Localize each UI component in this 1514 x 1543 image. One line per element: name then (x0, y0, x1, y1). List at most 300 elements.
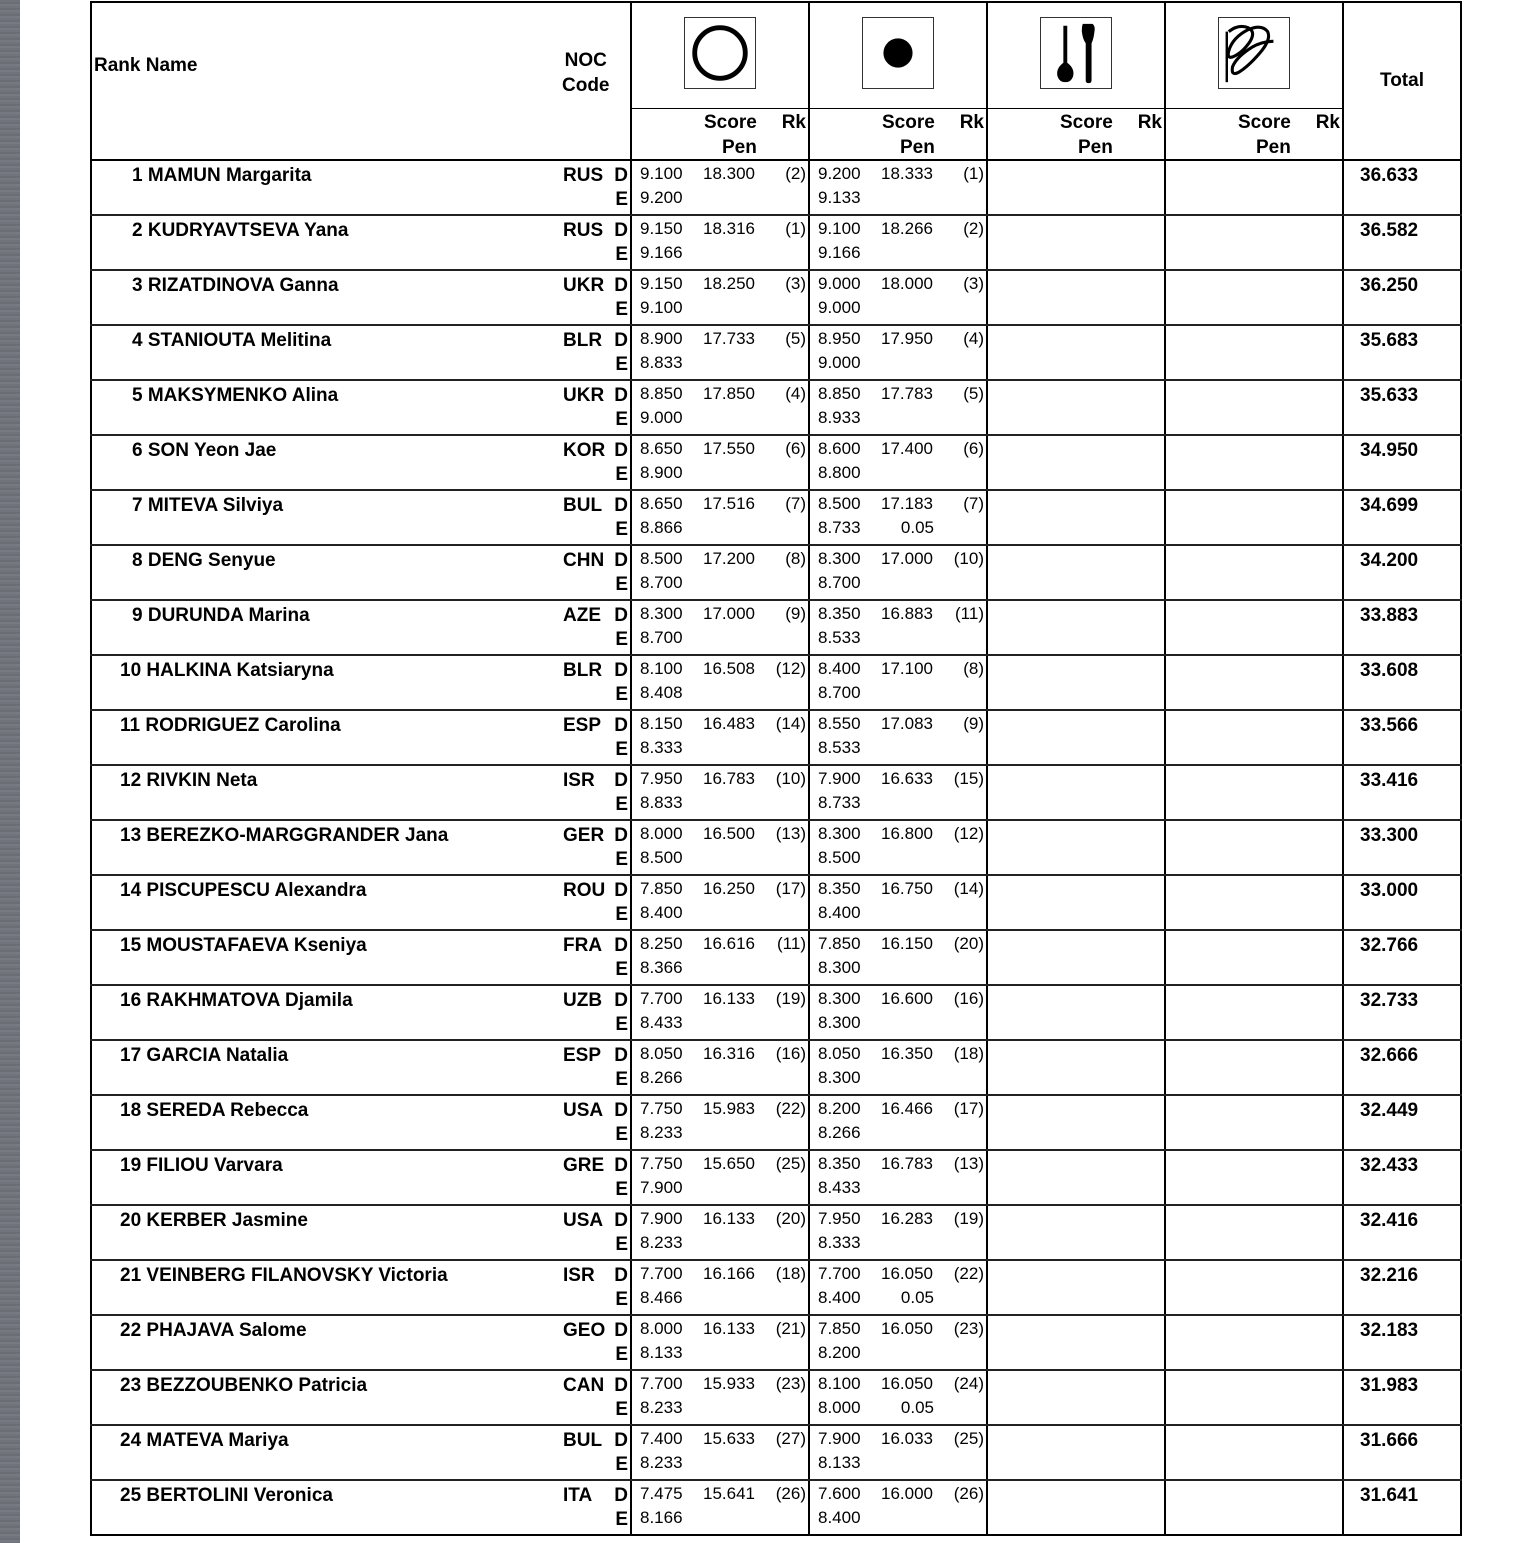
ball-icon (862, 17, 934, 89)
header-pen-label: Pen (900, 136, 935, 158)
apparatus-cell-ball (809, 655, 987, 710)
table-row (91, 545, 1461, 600)
apparatus-cell-ball (809, 930, 987, 985)
apparatus-cell-ball (809, 875, 987, 930)
total-score: 32.183 (1360, 1320, 1419, 1341)
athlete-rank-name (120, 1485, 333, 1507)
e-label: E (615, 1509, 628, 1530)
athlete-rank-name (132, 440, 276, 462)
apparatus-cell-ribbon (1165, 325, 1343, 380)
noc-code: UZB (563, 990, 603, 1011)
e-score: 8.400 (640, 903, 683, 922)
apparatus-cell-ball (809, 325, 987, 380)
athlete-name: BEREZKO-MARGGRANDER Jana (146, 825, 449, 846)
athlete-rank-name (120, 935, 367, 957)
athlete-rank: 12 (120, 770, 142, 791)
athlete-rank-name (120, 1265, 448, 1287)
athlete-cell (91, 1205, 631, 1260)
apparatus-cell-ball (809, 545, 987, 600)
apparatus-cell-clubs (987, 1480, 1165, 1535)
d-score: 9.150 (640, 274, 683, 293)
athlete-rank-name (132, 165, 311, 187)
apparatus-score: 16.750 (881, 879, 933, 898)
apparatus-cell-ribbon (1165, 930, 1343, 985)
e-score: 8.300 (818, 958, 861, 977)
apparatus-score: 16.633 (881, 769, 933, 788)
apparatus-rank: (27) (775, 1429, 806, 1448)
apparatus-cell-ball (809, 1480, 987, 1535)
athlete-name: SEREDA Rebecca (146, 1100, 309, 1121)
d-score: 8.650 (640, 439, 683, 458)
apparatus-score: 16.000 (881, 1484, 933, 1503)
athlete-rank-name (132, 275, 339, 297)
e-score: 8.500 (640, 848, 683, 867)
athlete-rank-name (120, 770, 257, 792)
athlete-name: RIZATDINOVA Ganna (147, 275, 339, 296)
e-score: 8.700 (818, 573, 861, 592)
total-score: 33.608 (1360, 660, 1419, 681)
d-score: 8.050 (818, 1044, 861, 1063)
d-score: 8.200 (818, 1099, 861, 1118)
header-score-label: Score (882, 111, 935, 133)
total-score: 31.983 (1360, 1375, 1419, 1396)
e-score: 9.166 (640, 243, 683, 262)
d-score: 7.600 (818, 1484, 861, 1503)
athlete-cell (91, 1370, 631, 1425)
athlete-rank-name (120, 1430, 289, 1452)
total-score: 33.300 (1360, 825, 1419, 846)
total-score: 34.950 (1360, 440, 1419, 461)
apparatus-rank: (20) (953, 934, 984, 953)
d-score: 7.850 (818, 1319, 861, 1338)
athlete-rank: 1 (132, 165, 143, 186)
total-cell (1343, 1425, 1461, 1480)
table-row (91, 270, 1461, 325)
header-rk-label: Rk (1315, 111, 1340, 133)
athlete-rank-name (132, 605, 310, 627)
total-cell (1343, 765, 1461, 820)
d-score: 8.500 (640, 549, 683, 568)
apparatus-score: 15.650 (703, 1154, 755, 1173)
apparatus-rank: (16) (953, 989, 984, 1008)
apparatus-cell-clubs (987, 490, 1165, 545)
apparatus-rank: (8) (963, 659, 984, 678)
ribbon-icon (1218, 17, 1290, 89)
header-sub-ribbon (1165, 108, 1343, 160)
e-label: E (615, 1289, 628, 1310)
athlete-cell (91, 490, 631, 545)
apparatus-cell-clubs (987, 1370, 1165, 1425)
noc-code: BLR (563, 330, 603, 351)
athlete-cell (91, 875, 631, 930)
header-apparatus-hoop (631, 2, 809, 108)
noc-code: ESP (563, 1045, 602, 1066)
apparatus-cell-ball (809, 1205, 987, 1260)
total-score: 32.449 (1360, 1100, 1419, 1121)
table-row (91, 1425, 1461, 1480)
d-label: D (614, 1265, 628, 1286)
total-score: 32.666 (1360, 1045, 1419, 1066)
apparatus-cell-ribbon (1165, 1315, 1343, 1370)
table-row (91, 1315, 1461, 1370)
table-row (91, 325, 1461, 380)
apparatus-cell-hoop (631, 380, 809, 435)
header-rank-name: Rank Name (94, 55, 198, 76)
noc-code: ROU (563, 880, 606, 901)
athlete-cell (91, 1040, 631, 1095)
d-score: 7.700 (640, 989, 683, 1008)
e-score: 8.433 (640, 1013, 683, 1032)
header-sub-clubs (987, 108, 1165, 160)
apparatus-cell-ball (809, 1150, 987, 1205)
apparatus-rank: (19) (953, 1209, 984, 1228)
d-label: D (614, 935, 628, 956)
d-score: 9.200 (818, 164, 861, 183)
header-noc-line2: Code (562, 75, 610, 96)
total-score: 36.582 (1360, 220, 1419, 241)
d-label: D (614, 440, 628, 461)
athlete-rank: 19 (120, 1155, 142, 1176)
apparatus-rank: (12) (775, 659, 806, 678)
e-score: 8.533 (818, 738, 861, 757)
d-label: D (614, 1100, 628, 1121)
header-rk-label: Rk (1137, 111, 1162, 133)
apparatus-cell-ball (809, 1370, 987, 1425)
d-score: 8.100 (818, 1374, 861, 1393)
athlete-rank: 16 (120, 990, 142, 1011)
apparatus-cell-ribbon (1165, 820, 1343, 875)
apparatus-score: 17.516 (703, 494, 755, 513)
apparatus-cell-ribbon (1165, 160, 1343, 215)
athlete-rank-name (120, 990, 353, 1012)
apparatus-cell-clubs (987, 160, 1165, 215)
total-cell (1343, 545, 1461, 600)
athlete-cell (91, 1425, 631, 1480)
e-score: 9.000 (818, 298, 861, 317)
e-score: 8.533 (818, 628, 861, 647)
apparatus-score: 18.316 (703, 219, 755, 238)
apparatus-rank: (9) (785, 604, 806, 623)
noc-code: CAN (563, 1375, 605, 1396)
athlete-name: RODRIGUEZ Carolina (145, 715, 341, 736)
noc-code: ITA (563, 1485, 593, 1506)
e-label: E (615, 1234, 628, 1255)
athlete-name: KUDRYAVTSEVA Yana (147, 220, 349, 241)
apparatus-score: 16.150 (881, 934, 933, 953)
e-score: 8.133 (640, 1343, 683, 1362)
table-row (91, 435, 1461, 490)
apparatus-cell-clubs (987, 820, 1165, 875)
athlete-rank-name (120, 880, 366, 902)
total-cell (1343, 1315, 1461, 1370)
e-score: 7.900 (640, 1178, 683, 1197)
apparatus-score: 18.300 (703, 164, 755, 183)
d-score: 8.350 (818, 1154, 861, 1173)
total-cell (1343, 490, 1461, 545)
d-label: D (614, 990, 628, 1011)
apparatus-score: 16.600 (881, 989, 933, 1008)
athlete-rank-name (132, 550, 276, 572)
apparatus-rank: (9) (963, 714, 984, 733)
header-score-label: Score (1060, 111, 1113, 133)
apparatus-score: 18.250 (703, 274, 755, 293)
e-score: 8.366 (640, 958, 683, 977)
athlete-cell (91, 380, 631, 435)
e-score: 8.266 (818, 1123, 861, 1142)
noc-code: UKR (563, 385, 605, 406)
table-row (91, 875, 1461, 930)
total-cell (1343, 1260, 1461, 1315)
d-score: 8.950 (818, 329, 861, 348)
d-label: D (614, 1430, 628, 1451)
athlete-rank-name (120, 1320, 307, 1342)
athlete-name: MITEVA Silviya (147, 495, 284, 516)
apparatus-cell-ball (809, 160, 987, 215)
e-label: E (615, 739, 628, 760)
apparatus-cell-ball (809, 765, 987, 820)
d-score: 7.750 (640, 1099, 683, 1118)
noc-code: USA (563, 1210, 604, 1231)
total-cell (1343, 1370, 1461, 1425)
results-table (90, 1, 1462, 1536)
e-score: 8.700 (640, 628, 683, 647)
apparatus-cell-clubs (987, 380, 1165, 435)
d-score: 7.700 (640, 1374, 683, 1393)
table-row (91, 1480, 1461, 1535)
total-score: 31.641 (1360, 1485, 1419, 1506)
apparatus-rank: (7) (785, 494, 806, 513)
apparatus-score: 17.850 (703, 384, 755, 403)
total-score: 34.200 (1360, 550, 1419, 571)
e-score: 8.900 (640, 463, 683, 482)
apparatus-cell-ball (809, 270, 987, 325)
apparatus-cell-clubs (987, 1205, 1165, 1260)
apparatus-rank: (21) (775, 1319, 806, 1338)
athlete-cell (91, 325, 631, 380)
e-label: E (615, 409, 628, 430)
total-score: 32.416 (1360, 1210, 1419, 1231)
athlete-rank: 10 (120, 660, 142, 681)
apparatus-score: 15.641 (703, 1484, 755, 1503)
apparatus-cell-hoop (631, 435, 809, 490)
athlete-name: PISCUPESCU Alexandra (146, 880, 367, 901)
apparatus-cell-ball (809, 1425, 987, 1480)
athlete-rank-name (132, 220, 348, 242)
apparatus-cell-hoop (631, 1260, 809, 1315)
d-score: 8.350 (818, 604, 861, 623)
athlete-rank: 20 (120, 1210, 142, 1231)
athlete-cell (91, 1150, 631, 1205)
d-score: 7.750 (640, 1154, 683, 1173)
apparatus-rank: (6) (785, 439, 806, 458)
header-total: Total (1343, 2, 1461, 160)
apparatus-rank: (12) (953, 824, 984, 843)
noc-code: BLR (563, 660, 603, 681)
header-apparatus-ribbon (1165, 2, 1343, 108)
clubs-icon (1040, 17, 1112, 89)
table-row (91, 600, 1461, 655)
d-label: D (614, 605, 628, 626)
apparatus-cell-ribbon (1165, 1480, 1343, 1535)
athlete-name: RIVKIN Neta (146, 770, 258, 791)
apparatus-score: 17.733 (703, 329, 755, 348)
athlete-rank-name (132, 330, 331, 352)
e-score: 8.000 (818, 1398, 861, 1417)
apparatus-score: 16.166 (703, 1264, 755, 1283)
e-label: E (615, 1124, 628, 1145)
apparatus-cell-clubs (987, 765, 1165, 820)
apparatus-cell-ribbon (1165, 1260, 1343, 1315)
total-cell (1343, 1095, 1461, 1150)
header-rk-label: Rk (781, 111, 806, 133)
results-sheet (90, 1, 1462, 1543)
total-score: 32.733 (1360, 990, 1419, 1011)
apparatus-cell-hoop (631, 710, 809, 765)
d-score: 8.000 (640, 824, 683, 843)
total-score: 33.000 (1360, 880, 1419, 901)
total-score: 36.250 (1360, 275, 1419, 296)
athlete-rank: 11 (120, 715, 141, 736)
apparatus-cell-ribbon (1165, 1040, 1343, 1095)
apparatus-cell-clubs (987, 985, 1165, 1040)
header-apparatus-clubs (987, 2, 1165, 108)
d-label: D (614, 880, 628, 901)
d-label: D (614, 770, 628, 791)
total-cell (1343, 325, 1461, 380)
apparatus-rank: (14) (953, 879, 984, 898)
header-noc-code (562, 48, 610, 98)
apparatus-cell-ball (809, 380, 987, 435)
apparatus-score: 16.133 (703, 1209, 755, 1228)
apparatus-score: 16.316 (703, 1044, 755, 1063)
table-row (91, 930, 1461, 985)
apparatus-rank: (4) (785, 384, 806, 403)
apparatus-cell-hoop (631, 160, 809, 215)
total-cell (1343, 655, 1461, 710)
apparatus-cell-ball (809, 820, 987, 875)
d-score: 7.950 (640, 769, 683, 788)
total-cell (1343, 270, 1461, 325)
apparatus-rank: (13) (953, 1154, 984, 1173)
athlete-rank: 25 (120, 1485, 142, 1506)
apparatus-rank: (2) (785, 164, 806, 183)
athlete-cell (91, 545, 631, 600)
apparatus-score: 16.033 (881, 1429, 933, 1448)
apparatus-rank: (7) (963, 494, 984, 513)
d-label: D (614, 660, 628, 681)
e-score: 8.700 (818, 683, 861, 702)
noc-code: FRA (563, 935, 603, 956)
apparatus-cell-hoop (631, 1480, 809, 1535)
e-label: E (615, 244, 628, 265)
e-score: 8.466 (640, 1288, 683, 1307)
apparatus-cell-clubs (987, 875, 1165, 930)
athlete-rank-name (120, 1100, 308, 1122)
d-score: 8.150 (640, 714, 683, 733)
athlete-name: DURUNDA Marina (147, 605, 310, 626)
athlete-cell (91, 160, 631, 215)
d-label: D (614, 1210, 628, 1231)
header-apparatus-ball (809, 2, 987, 108)
athlete-rank: 23 (120, 1375, 142, 1396)
d-score: 9.150 (640, 219, 683, 238)
noc-code: RUS (563, 165, 604, 186)
apparatus-score: 18.266 (881, 219, 933, 238)
apparatus-rank: (18) (953, 1044, 984, 1063)
apparatus-rank: (23) (953, 1319, 984, 1338)
apparatus-cell-ribbon (1165, 985, 1343, 1040)
header-rank-name-noc (91, 2, 631, 160)
d-score: 7.850 (818, 934, 861, 953)
athlete-cell (91, 655, 631, 710)
table-row (91, 490, 1461, 545)
apparatus-cell-hoop (631, 1315, 809, 1370)
e-label: E (615, 574, 628, 595)
table-row (91, 765, 1461, 820)
e-score: 8.800 (818, 463, 861, 482)
apparatus-cell-ribbon (1165, 875, 1343, 930)
header-sub-hoop (631, 108, 809, 160)
apparatus-cell-ribbon (1165, 215, 1343, 270)
apparatus-rank: (11) (955, 604, 984, 623)
apparatus-cell-hoop (631, 1095, 809, 1150)
total-score: 35.633 (1360, 385, 1419, 406)
athlete-name: STANIOUTA Melitina (147, 330, 332, 351)
apparatus-cell-clubs (987, 545, 1165, 600)
noc-code: ISR (563, 770, 595, 791)
apparatus-rank: (5) (963, 384, 984, 403)
d-label: D (614, 715, 628, 736)
apparatus-cell-hoop (631, 215, 809, 270)
d-score: 8.100 (640, 659, 683, 678)
table-row (91, 1040, 1461, 1095)
apparatus-score: 16.050 (881, 1319, 933, 1338)
hoop-icon (684, 17, 756, 89)
athlete-name: MAMUN Margarita (147, 165, 312, 186)
athlete-cell (91, 930, 631, 985)
e-label: E (615, 904, 628, 925)
apparatus-score: 15.933 (703, 1374, 755, 1393)
total-cell (1343, 820, 1461, 875)
noc-code: ISR (563, 1265, 595, 1286)
apparatus-score: 17.083 (881, 714, 933, 733)
header-sub-ball (809, 108, 987, 160)
apparatus-rank: (26) (775, 1484, 806, 1503)
apparatus-score: 17.950 (881, 329, 933, 348)
e-score: 9.166 (818, 243, 861, 262)
d-score: 8.300 (640, 604, 683, 623)
d-score: 7.950 (818, 1209, 861, 1228)
e-score: 8.266 (640, 1068, 683, 1087)
header-rk-label: Rk (959, 111, 984, 133)
penalty: 0.05 (900, 518, 934, 537)
athlete-rank: 9 (132, 605, 143, 626)
e-score: 8.300 (818, 1013, 861, 1032)
noc-code: BUL (563, 495, 603, 516)
d-label: D (614, 275, 628, 296)
apparatus-cell-ribbon (1165, 655, 1343, 710)
apparatus-score: 16.283 (881, 1209, 933, 1228)
d-score: 8.400 (818, 659, 861, 678)
total-cell (1343, 985, 1461, 1040)
apparatus-rank: (6) (963, 439, 984, 458)
d-score: 8.650 (640, 494, 683, 513)
table-row (91, 215, 1461, 270)
apparatus-rank: (23) (775, 1374, 806, 1393)
apparatus-cell-ball (809, 1040, 987, 1095)
total-cell (1343, 380, 1461, 435)
apparatus-score: 16.350 (881, 1044, 933, 1063)
